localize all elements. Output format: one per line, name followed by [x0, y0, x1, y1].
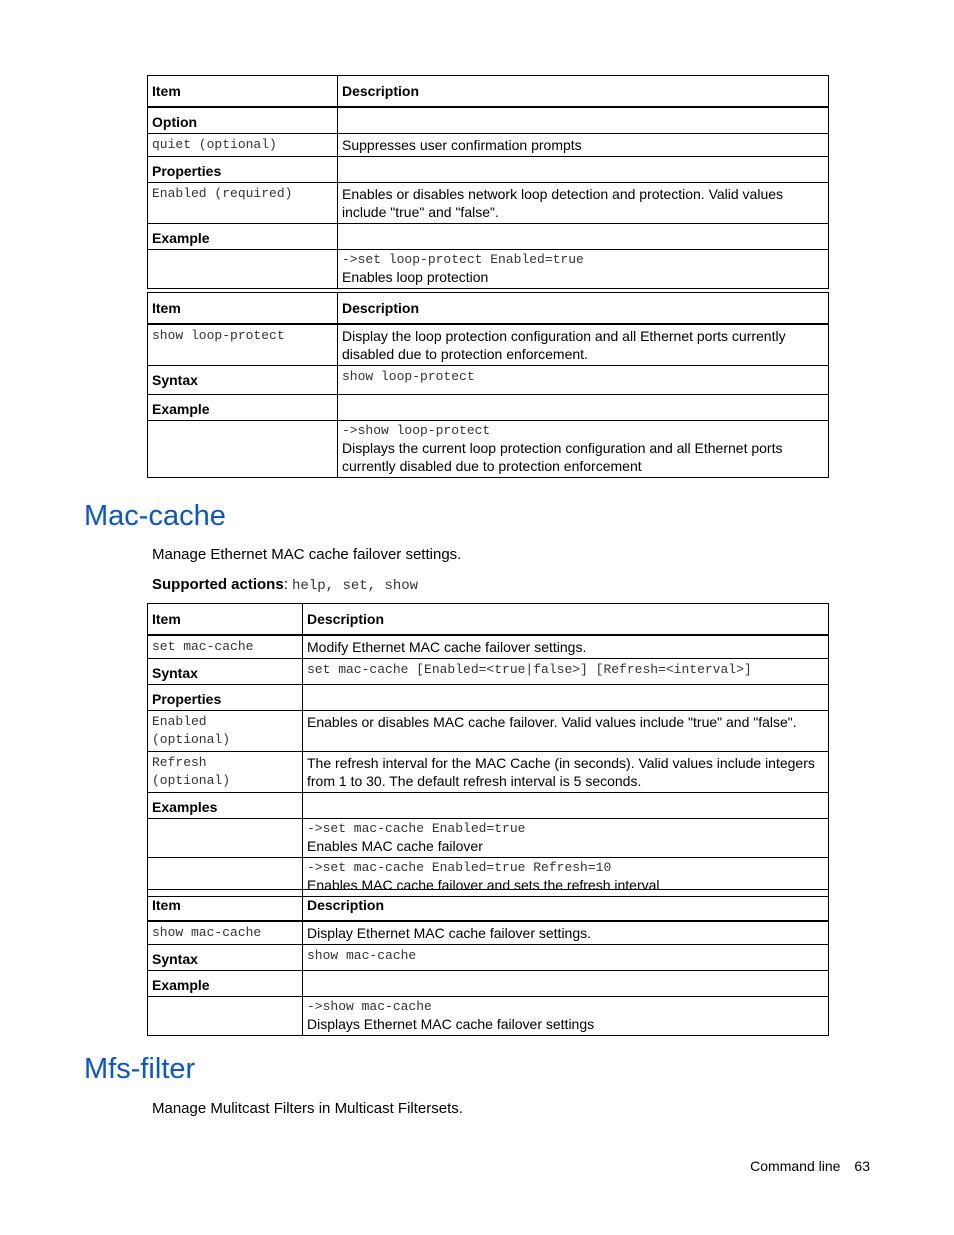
header-item: Item: [148, 890, 303, 922]
mac-cache-heading: Mac-cache: [84, 500, 226, 532]
header-description: Description: [303, 890, 829, 922]
example-description: Enables loop protection: [342, 269, 489, 285]
supported-actions-list: help, set, show: [292, 578, 419, 594]
example-description: Displays Ethernet MAC cache failover settings: [307, 1016, 595, 1032]
table-row: [148, 659, 829, 685]
page-number: 63: [854, 1158, 870, 1174]
table-header-row: [148, 76, 829, 108]
page-footer: [750, 1158, 870, 1174]
example-cell: [303, 819, 829, 858]
command-description: Display Ethernet MAC cache failover settings.: [303, 921, 829, 945]
property-description-refresh: The refresh interval for the MAC Cache (in seconds). Valid values include integers from 1 to 30. The default refresh interval is 5 seconds.: [303, 752, 829, 793]
table-row: [148, 157, 829, 183]
footer-section: Command line: [750, 1158, 841, 1174]
table-header-row: [148, 890, 829, 922]
command-item: show loop-protect: [148, 324, 338, 366]
mac-cache-set-table: [147, 603, 829, 897]
example-code: ->show mac-cache: [307, 999, 432, 1014]
table-row: [148, 945, 829, 971]
table-row: [148, 224, 829, 250]
example-label: Example: [148, 224, 338, 250]
mac-cache-intro: Manage Ethernet MAC cache failover settings.: [152, 546, 462, 563]
table-row: [148, 183, 829, 224]
table-row: [148, 395, 829, 421]
command-item: show mac-cache: [148, 921, 303, 945]
table-row: [148, 635, 829, 659]
syntax-label: Syntax: [148, 366, 338, 395]
example-cell: [338, 421, 829, 478]
option-description: Suppresses user confirmation prompts: [338, 134, 829, 157]
example-code: ->set loop-protect Enabled=true: [342, 252, 584, 267]
syntax-value: set mac-cache [Enabled=<true|false>] [Refresh=<interval>]: [303, 659, 829, 685]
properties-label: Properties: [148, 685, 303, 711]
syntax-value: show loop-protect: [338, 366, 829, 395]
table-row: [148, 711, 829, 752]
table-header-row: [148, 604, 829, 636]
table-row: [148, 685, 829, 711]
syntax-label: Syntax: [148, 945, 303, 971]
table-row: [148, 324, 829, 366]
mac-cache-supported-actions: Supported actions: help, set, show: [152, 576, 419, 594]
example-description: Enables MAC cache failover and sets the refresh interval: [307, 877, 660, 893]
example-code: ->set mac-cache Enabled=true Refresh=10: [307, 860, 612, 875]
example-label: Example: [148, 971, 303, 997]
loop-protect-show-table: [147, 292, 829, 478]
example-label: Example: [148, 395, 338, 421]
header-description: Description: [338, 76, 829, 108]
properties-label: Properties: [148, 157, 338, 183]
example-cell: [338, 250, 829, 289]
table-row: [148, 752, 829, 793]
supported-actions-label: Supported actions: [152, 576, 284, 593]
example-description: Displays the current loop protection configuration and all Ethernet ports currently disabled due to protection enforcement: [342, 440, 783, 474]
table-header-row: [148, 293, 829, 325]
table-row: [148, 793, 829, 819]
table-row: [148, 819, 829, 858]
example-code: ->show loop-protect: [342, 423, 491, 438]
command-description: Display the loop protection configuration and all Ethernet ports currently disabled due to protection enforcement.: [338, 324, 829, 366]
table-row: [148, 921, 829, 945]
header-description: Description: [338, 293, 829, 325]
loop-protect-set-table: [147, 75, 829, 289]
header-description: Description: [303, 604, 829, 636]
table-row: [148, 250, 829, 289]
table-row: [148, 107, 829, 134]
mfs-filter-intro: Manage Mulitcast Filters in Multicast Filtersets.: [152, 1100, 463, 1117]
header-item: Item: [148, 293, 338, 325]
mfs-filter-heading: Mfs-filter: [84, 1053, 196, 1085]
option-item: quiet (optional): [148, 134, 338, 157]
table-row: [148, 997, 829, 1036]
header-item: Item: [148, 76, 338, 108]
property-item-refresh: Refresh (optional): [148, 752, 303, 793]
property-description: Enables or disables network loop detection and protection. Valid values include "true" and "false".: [338, 183, 829, 224]
command-item: set mac-cache: [148, 635, 303, 659]
command-description: Modify Ethernet MAC cache failover settings.: [303, 635, 829, 659]
syntax-label: Syntax: [148, 659, 303, 685]
example-code: ->set mac-cache Enabled=true: [307, 821, 526, 836]
syntax-value: show mac-cache: [303, 945, 829, 971]
property-item: Enabled (required): [148, 183, 338, 224]
property-item-enabled: Enabled (optional): [148, 711, 303, 752]
example-cell: [303, 997, 829, 1036]
option-label: Option: [148, 107, 338, 134]
table-row: [148, 366, 829, 395]
table-row: [148, 421, 829, 478]
header-item: Item: [148, 604, 303, 636]
property-description-enabled: Enables or disables MAC cache failover. Valid values include "true" and "false".: [303, 711, 829, 752]
examples-label: Examples: [148, 793, 303, 819]
table-row: [148, 971, 829, 997]
example-description: Enables MAC cache failover: [307, 838, 483, 854]
mac-cache-show-table: [147, 889, 829, 1036]
table-row: [148, 134, 829, 157]
